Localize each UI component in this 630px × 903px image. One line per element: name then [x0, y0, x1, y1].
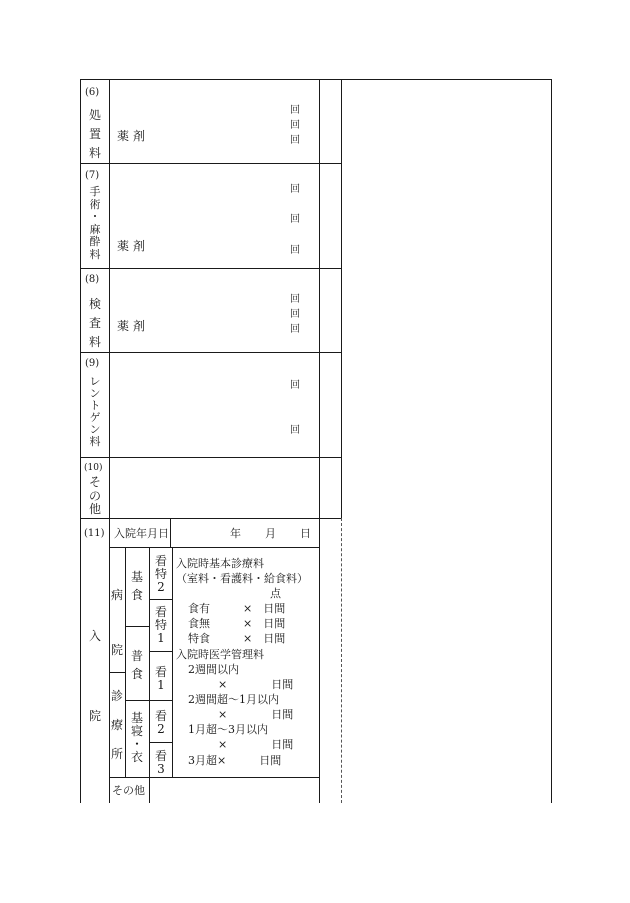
meal-bedding-label: 基 寝 ・ 衣 — [130, 711, 143, 764]
count-unit: 回 — [290, 309, 300, 320]
other-row-top — [109, 777, 319, 778]
frame-left-line — [80, 79, 81, 803]
admission-label-1: 入 — [89, 629, 102, 643]
fee-line: 食有 × 日間 — [188, 602, 286, 615]
date-day: 日 — [300, 527, 311, 540]
frame-right-line — [551, 79, 552, 803]
section-divider-9-10 — [80, 457, 341, 458]
count-unit: 回 — [290, 425, 300, 436]
nursing-special-1: 看 特 1 — [154, 605, 167, 645]
fee-line: 2週間超～1月以内 — [188, 693, 279, 706]
count-unit: 回 — [290, 380, 300, 391]
other-label: その他 — [112, 784, 145, 797]
section-divider-8-9 — [80, 352, 341, 353]
admission-date-label: 入院年月日 — [114, 527, 169, 540]
section-divider-10-11 — [80, 518, 341, 519]
dashed-divider — [341, 518, 342, 803]
date-year: 年 — [230, 527, 241, 540]
fee-line: 入院時医学管理料 — [176, 648, 264, 661]
section-number: (11) — [84, 528, 105, 539]
nursing-1: 看 1 — [154, 665, 167, 692]
date-month: 月 — [265, 527, 276, 540]
section-number: (6) — [85, 87, 100, 98]
section-divider-7-8 — [80, 268, 341, 269]
fee-line: 1月超～3月以内 — [188, 723, 268, 736]
count-unit: 回 — [290, 214, 300, 225]
section-number: (7) — [85, 170, 100, 181]
fee-line: 3月超× 日間 — [188, 754, 282, 767]
fee-line: 2週間以内 — [188, 663, 239, 676]
section-divider-6-7 — [80, 163, 341, 164]
section-number: (10) — [84, 463, 103, 473]
fee-line: 入院時基本診療料 — [176, 557, 264, 570]
nursing-2: 看 2 — [154, 709, 167, 736]
facility-clinic-label: 診 療 所 — [110, 689, 123, 761]
content-col-line — [319, 79, 320, 803]
fee-line: 食無 × 日間 — [188, 617, 286, 630]
section-label: 処 置 料 — [88, 108, 101, 160]
count-unit: 回 — [290, 105, 300, 116]
fee-line: × 日間 — [218, 738, 294, 751]
section-label: レ ン ト ゲ ン 料 — [89, 375, 101, 448]
section-label: 検 査 料 — [88, 297, 101, 349]
count-unit: 回 — [290, 184, 300, 195]
date-label-divider — [170, 518, 171, 547]
nursing-divider-1 — [149, 599, 172, 600]
count-unit: 回 — [290, 245, 300, 256]
admission-label-2: 院 — [89, 709, 102, 723]
meal-normal-label: 普 食 — [130, 649, 143, 681]
frame-top-line — [80, 79, 552, 80]
nursing-col-line — [172, 547, 173, 777]
nursing-3: 看 3 — [154, 749, 167, 776]
count-unit: 回 — [290, 135, 300, 146]
meal-divider-1 — [125, 626, 149, 627]
drug-label: 薬 剤 — [117, 239, 145, 253]
facility-hospital-label: 病 院 — [110, 588, 123, 657]
points-col-line — [341, 79, 342, 518]
meal-col-line — [149, 547, 150, 803]
nursing-divider-2 — [149, 651, 172, 652]
fee-line: 特食 × 日間 — [188, 632, 286, 645]
nursing-divider-4 — [149, 742, 172, 743]
fee-line: 点 — [270, 587, 281, 600]
fee-line: （室料・看護料・給食料） — [176, 572, 308, 585]
meal-basic-label: 基 食 — [130, 570, 143, 602]
drug-label: 薬 剤 — [117, 319, 145, 333]
count-unit: 回 — [290, 324, 300, 335]
nursing-special-2: 看 特 2 — [154, 554, 167, 594]
section-number: (8) — [85, 274, 100, 285]
section-label: そ の 他 — [88, 475, 101, 516]
date-row-bottom — [109, 547, 319, 548]
count-unit: 回 — [290, 294, 300, 305]
nursing-divider-3 — [149, 700, 172, 701]
drug-label: 薬 剤 — [117, 129, 145, 143]
count-unit: 回 — [290, 120, 300, 131]
fee-line: × 日間 — [218, 678, 294, 691]
section-number: (9) — [85, 358, 100, 369]
fee-line: × 日間 — [218, 708, 294, 721]
section-label: 手 術 ・ 麻 酔 料 — [89, 185, 101, 261]
facility-col-line — [125, 547, 126, 777]
meal-divider-2 — [125, 700, 149, 701]
